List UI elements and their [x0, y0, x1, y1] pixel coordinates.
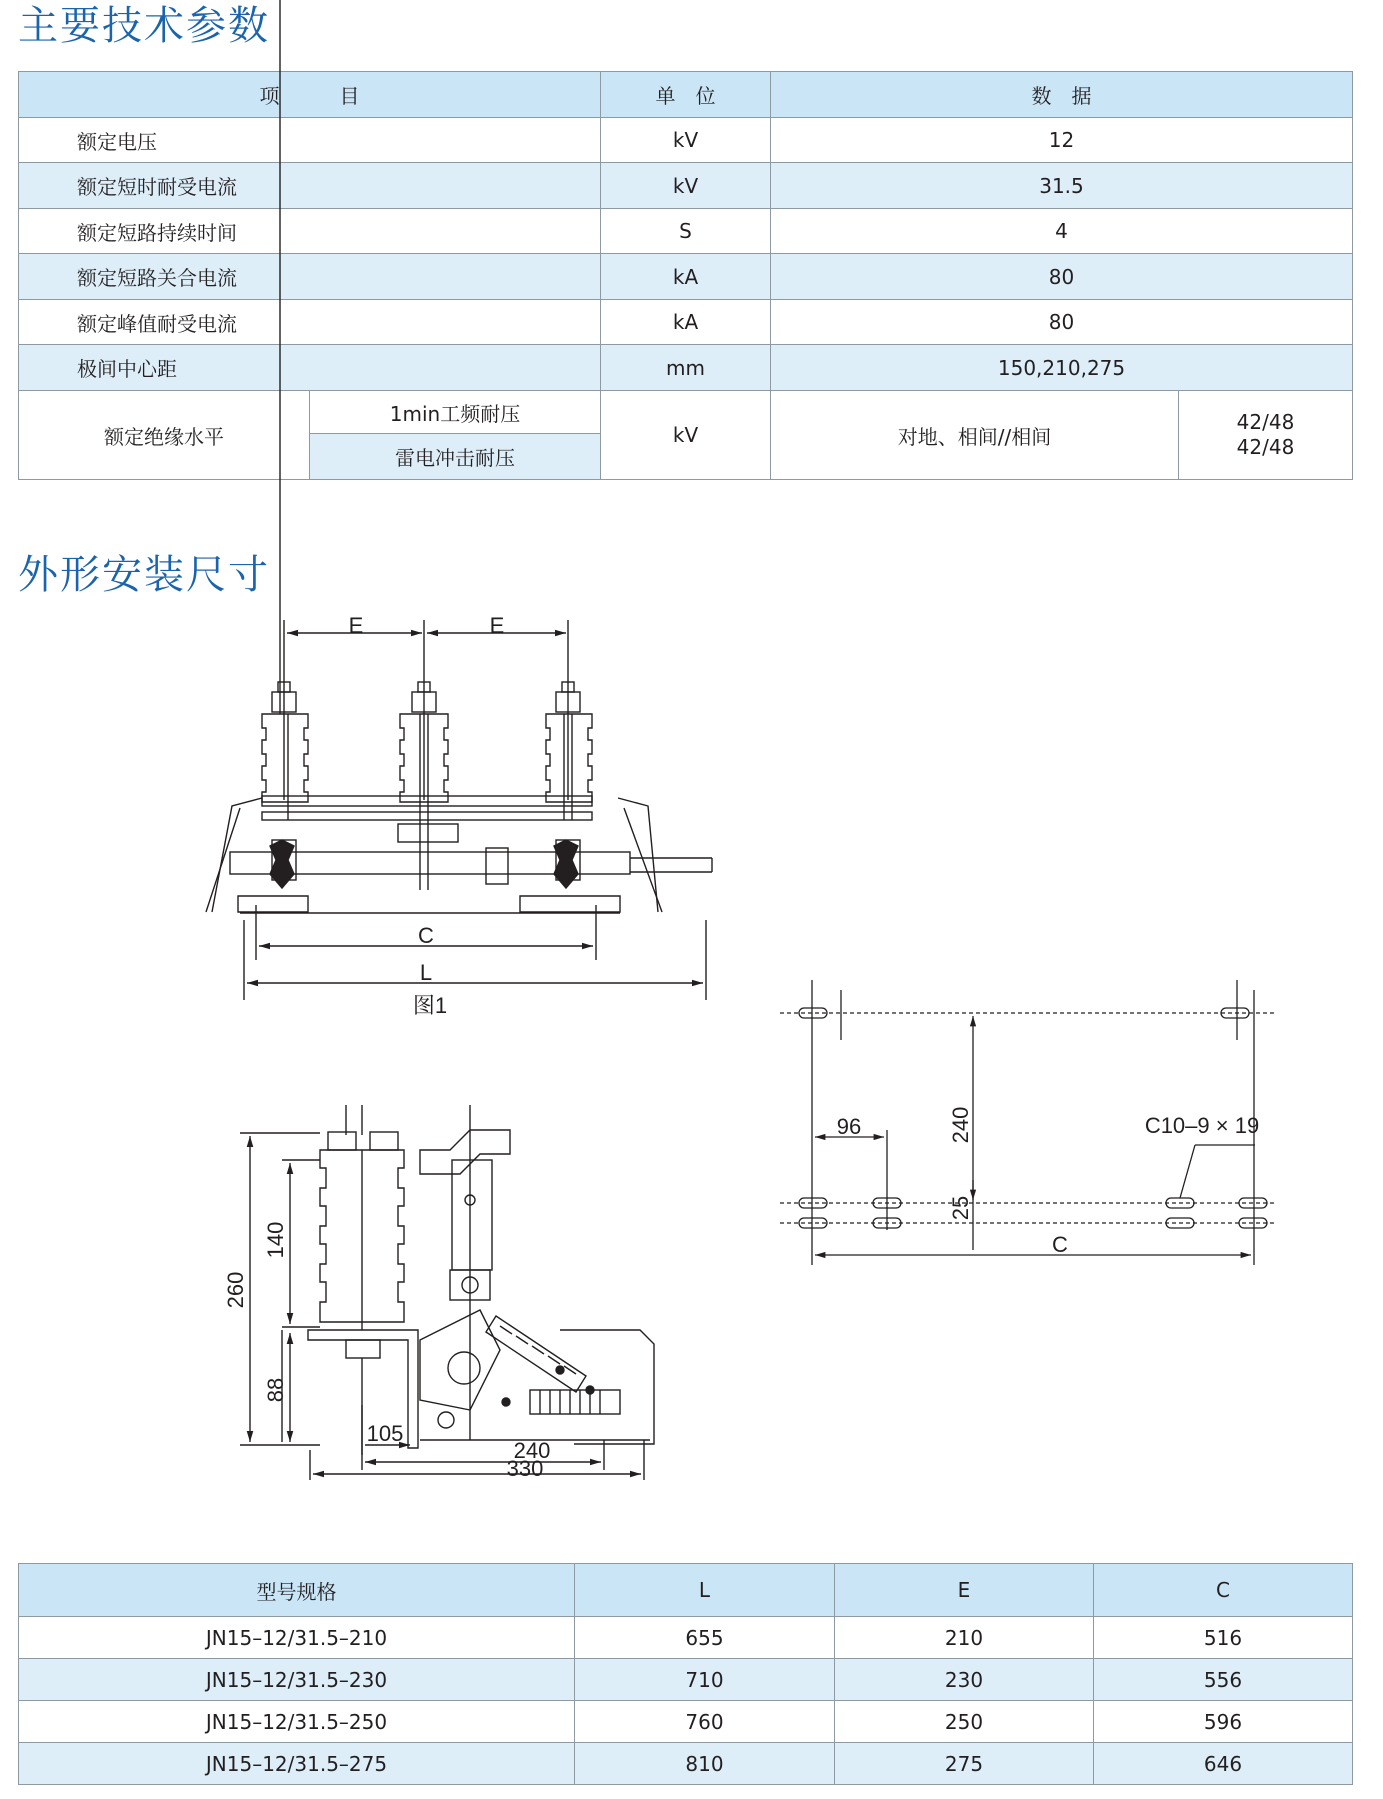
side-dim-240: 240: [513, 1438, 551, 1463]
row-value: 4: [771, 209, 1353, 254]
header-e: E: [835, 1564, 1094, 1617]
cell-model: JN15–12/31.5–250: [19, 1701, 575, 1743]
insulation-item: 额定绝缘水平: [19, 391, 310, 480]
row-item: 额定电压: [19, 118, 601, 163]
cell-l: 655: [575, 1617, 835, 1659]
table-row: [19, 300, 1353, 345]
side-dim-330: 330: [506, 1456, 544, 1481]
section-title-dimensions: 外形安装尺寸: [18, 552, 270, 598]
table-row-insulation: [19, 391, 1353, 434]
mount-dim-c: C: [1052, 1232, 1068, 1257]
row-item: 极间中心距: [19, 345, 601, 391]
table-row: [19, 118, 1353, 163]
row-item: 额定短时耐受电流: [19, 163, 601, 209]
table-row: [19, 345, 1353, 391]
header-c: C: [1094, 1564, 1353, 1617]
row-value: 80: [771, 254, 1353, 300]
models-table: [18, 1563, 1353, 1785]
parameters-table: [18, 71, 1353, 480]
insulation-sub-lightning-impulse: 雷电冲击耐压: [310, 434, 601, 480]
row-unit: mm: [601, 345, 771, 391]
cell-model: JN15–12/31.5–275: [19, 1743, 575, 1785]
cell-c: 596: [1094, 1701, 1353, 1743]
side-dim-88: 88: [263, 1377, 288, 1403]
mounting-plan-drawing: [780, 980, 1275, 1265]
header-model: 型号规格: [19, 1564, 575, 1617]
front-dim-c: C: [418, 923, 434, 948]
header-l: L: [575, 1564, 835, 1617]
row-item: 额定峰值耐受电流: [19, 300, 601, 345]
cell-model: JN15–12/31.5–230: [19, 1659, 575, 1701]
row-value: 150,210,275: [771, 345, 1353, 391]
front-dim-e1: E: [348, 613, 364, 638]
section-title-parameters: 主要技术参数: [18, 3, 270, 49]
side-dim-260: 260: [223, 1271, 248, 1309]
mount-dim-240: 240: [948, 1106, 973, 1144]
side-view-drawing: [240, 1105, 654, 1480]
row-value: 12: [771, 118, 1353, 163]
cell-l: 760: [575, 1701, 835, 1743]
table-row: [19, 254, 1353, 300]
cell-c: 646: [1094, 1743, 1353, 1785]
cell-e: 210: [835, 1617, 1094, 1659]
table-row: [19, 163, 1353, 209]
side-dim-105: 105: [366, 1421, 404, 1446]
insulation-values: [1179, 391, 1353, 480]
figure-caption: 图1: [412, 993, 448, 1018]
row-unit: kV: [601, 118, 771, 163]
mount-dim-96: 96: [836, 1114, 862, 1139]
row-value: 80: [771, 300, 1353, 345]
row-unit: kV: [601, 163, 771, 209]
insulation-desc: 对地、相间//相间: [771, 391, 1179, 480]
insulation-value-1: 42/48: [1236, 410, 1295, 434]
table-row: [19, 1659, 1353, 1701]
header-data: 数 据: [771, 72, 1353, 118]
cell-e: 275: [835, 1743, 1094, 1785]
cell-c: 556: [1094, 1659, 1353, 1701]
cell-model: JN15–12/31.5–210: [19, 1617, 575, 1659]
row-unit: S: [601, 209, 771, 254]
insulation-value-2: 42/48: [1236, 435, 1295, 459]
table-row: [19, 1701, 1353, 1743]
cell-l: 710: [575, 1659, 835, 1701]
row-unit: kA: [601, 254, 771, 300]
pole-right: [546, 682, 592, 880]
cell-c: 516: [1094, 1617, 1353, 1659]
row-value: 31.5: [771, 163, 1353, 209]
cell-l: 810: [575, 1743, 835, 1785]
table-row: [19, 1743, 1353, 1785]
header-unit: 单 位: [601, 72, 771, 118]
row-item: 额定短路持续时间: [19, 209, 601, 254]
pole-middle: [400, 682, 448, 890]
row-unit: kA: [601, 300, 771, 345]
cell-e: 230: [835, 1659, 1094, 1701]
insulation-unit: kV: [601, 391, 771, 480]
table-header-row: [19, 72, 1353, 118]
cell-e: 250: [835, 1701, 1094, 1743]
row-item: 额定短路关合电流: [19, 254, 601, 300]
mount-slot-label: C10–9 × 19: [1144, 1113, 1260, 1138]
front-dim-l: L: [419, 960, 433, 985]
header-item: 项 目: [19, 72, 601, 118]
table-row: [19, 1617, 1353, 1659]
insulation-sub-power-frequency: 1min工频耐压: [310, 391, 601, 434]
front-dim-e2: E: [489, 613, 505, 638]
table-header-row: [19, 1564, 1353, 1617]
table-row: [19, 209, 1353, 254]
mount-dim-25: 25: [948, 1195, 973, 1221]
side-dim-140: 140: [263, 1221, 288, 1259]
